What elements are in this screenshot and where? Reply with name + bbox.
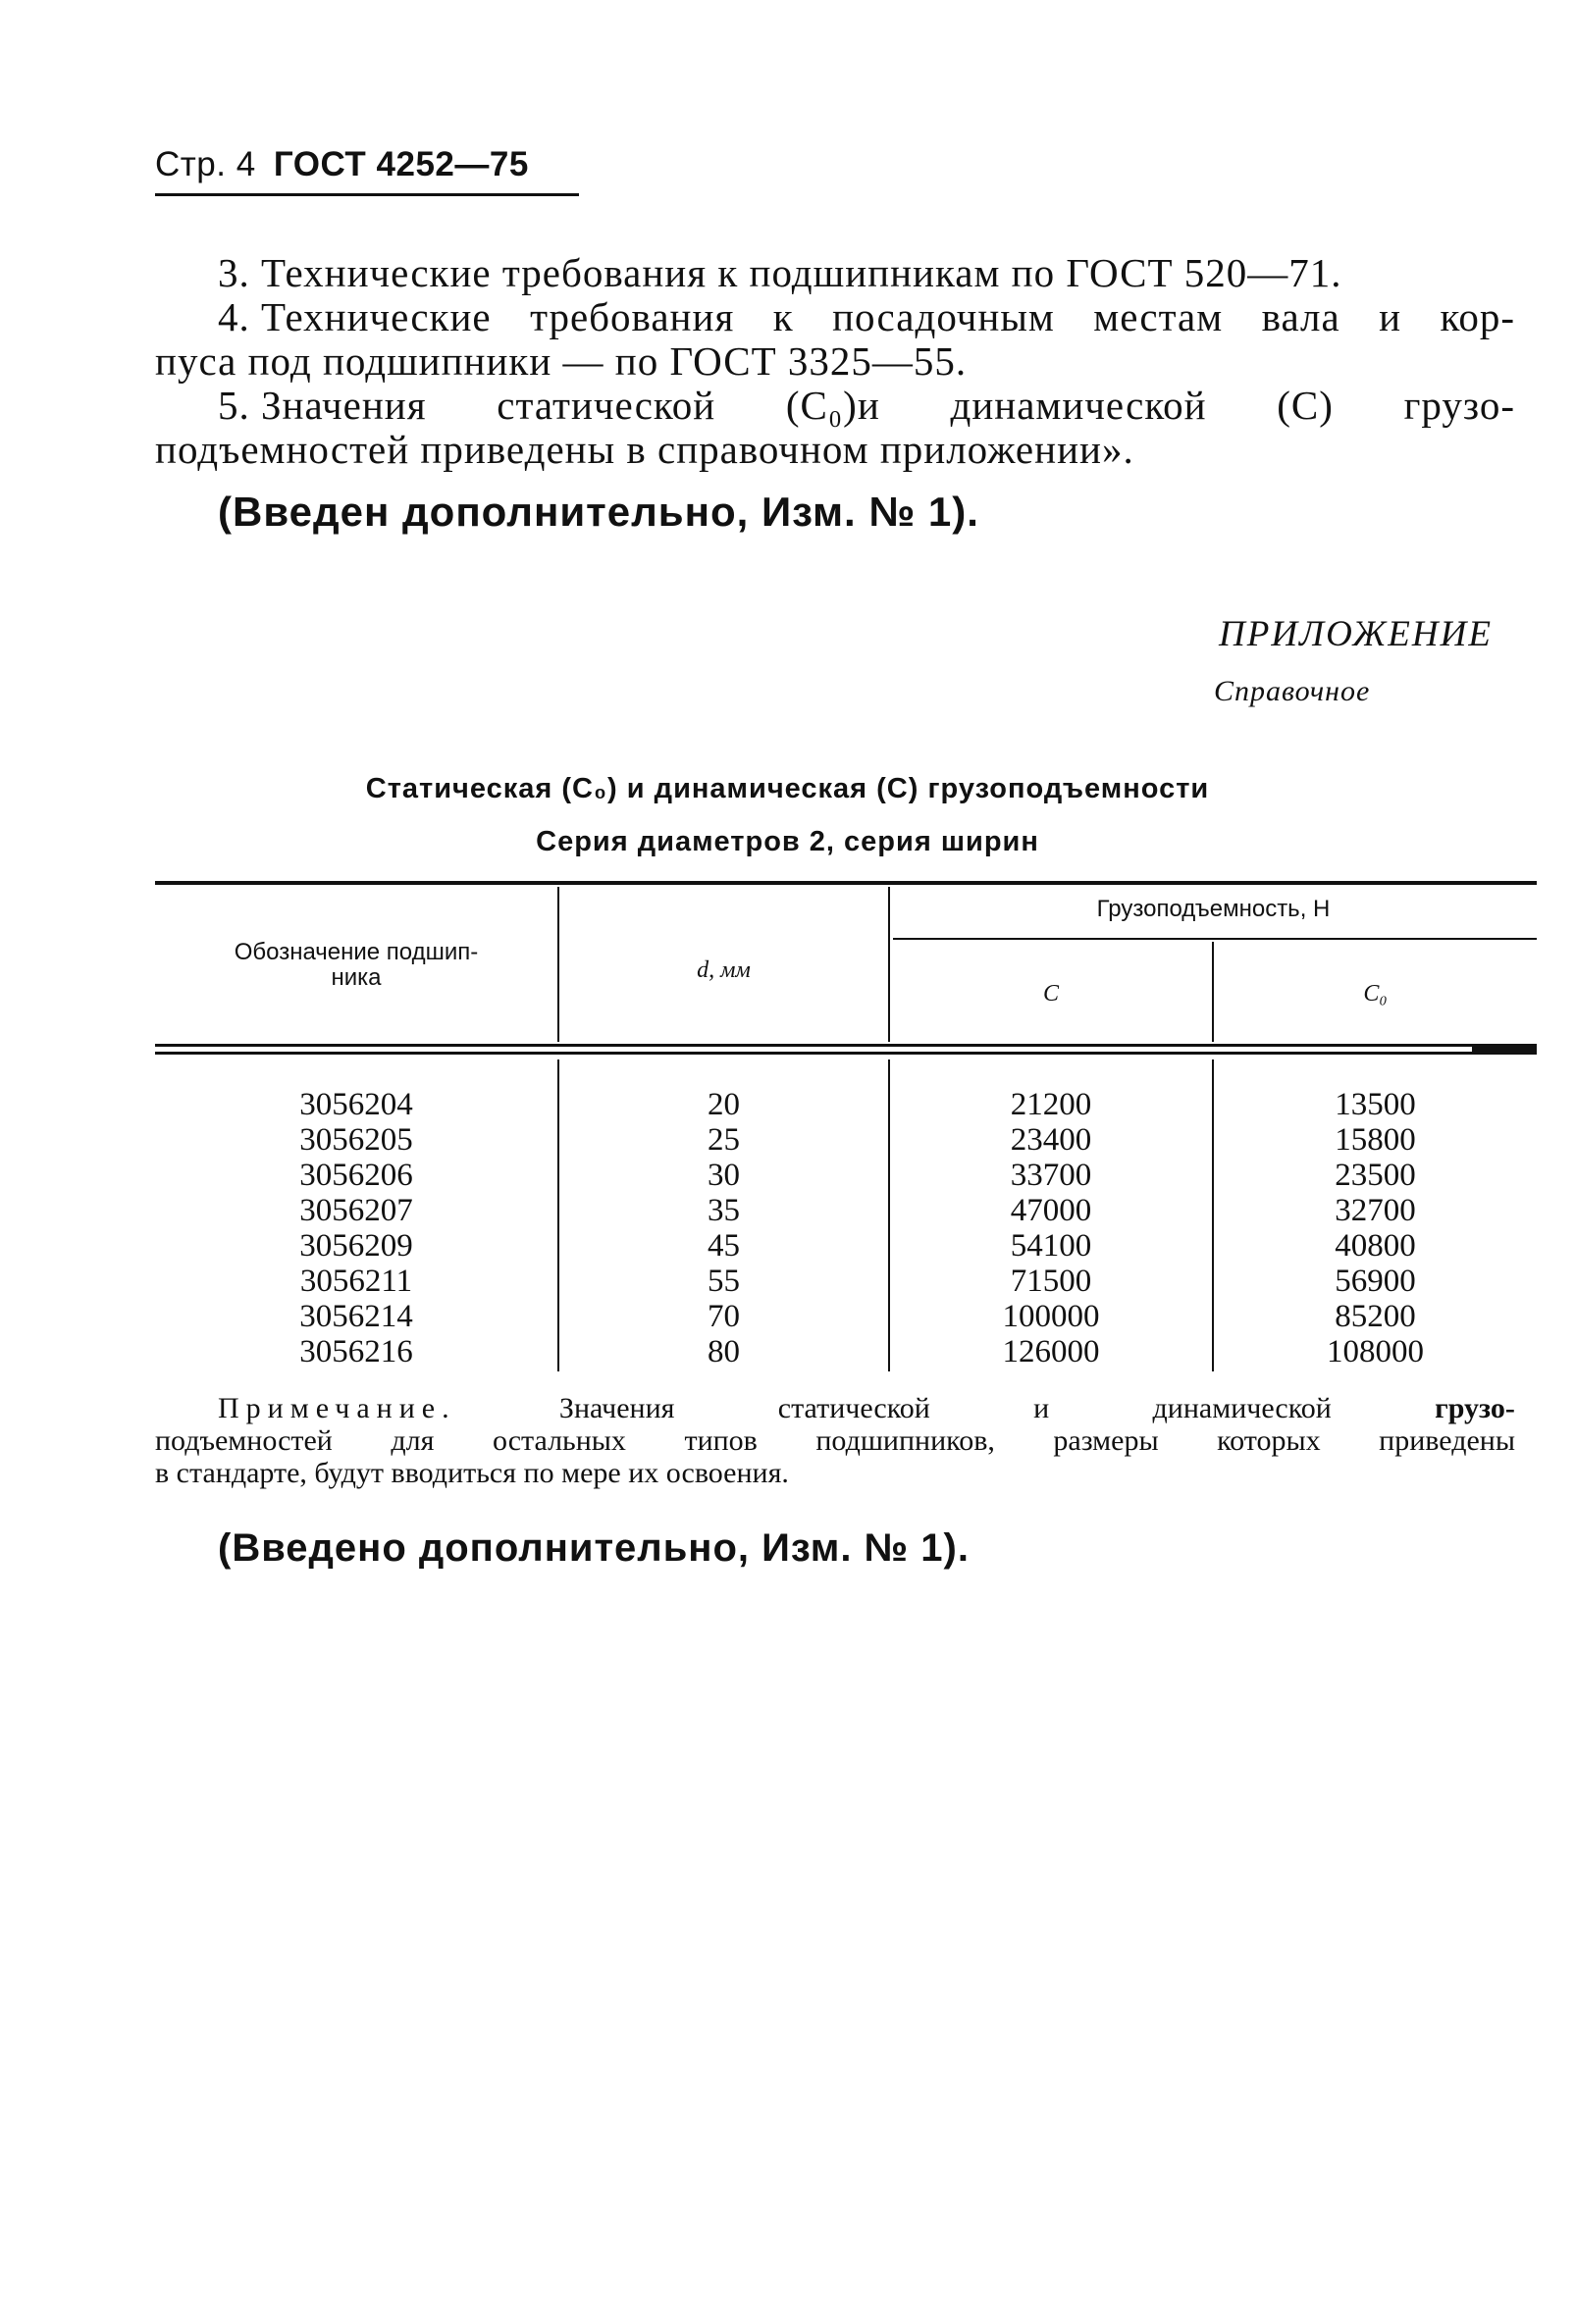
word: грузо-	[1435, 1392, 1515, 1424]
word: динамической	[1152, 1392, 1332, 1424]
word: статической	[497, 383, 716, 428]
table-header-rule-2	[155, 1052, 1537, 1055]
header-c	[890, 981, 1212, 1007]
cell-designation: 3056216	[299, 1334, 413, 1369]
word: 4. Технические	[218, 294, 492, 339]
table-header-rule-1	[155, 1044, 1537, 1047]
cell-c: 33700	[1010, 1158, 1092, 1193]
cell-c: 126000	[1002, 1334, 1100, 1369]
note-line-2: подъемностей для остальных типов подшипников, размеры которых приведены	[155, 1424, 1515, 1457]
item-4-line-2: пуса под подшипники — по ГОСТ 3325—55.	[155, 338, 968, 384]
header-designation	[155, 940, 557, 991]
word: и	[1379, 294, 1402, 339]
word: посадочным	[832, 294, 1055, 339]
cell-d: 45	[708, 1228, 740, 1264]
column-c	[890, 1087, 1212, 1369]
word: кор-	[1440, 294, 1515, 339]
cell-designation: 3056207	[299, 1193, 413, 1228]
cell-c: 71500	[1010, 1264, 1092, 1299]
note-line-3: в стандарте, будут вводиться по мере их освоения.	[155, 1457, 789, 1489]
cell-c0: 23500	[1335, 1158, 1416, 1193]
cell-c0: 40800	[1335, 1228, 1416, 1264]
appendix-title: ПРИЛОЖЕНИЕ	[1219, 614, 1493, 654]
table-caption: Статическая (C₀) и динамическая (C) грузоподъемности	[365, 773, 1210, 804]
cell-c: 54100	[1010, 1228, 1092, 1264]
cell-c: 47000	[1010, 1193, 1092, 1228]
column-c0	[1214, 1087, 1537, 1369]
note-line-1	[218, 1393, 1515, 1424]
table-subheader-rule	[893, 938, 1537, 940]
cell-designation: 3056209	[299, 1228, 413, 1264]
word: грузо-	[1403, 383, 1515, 428]
header-c-label: C	[1042, 981, 1059, 1007]
header-designation-line-2: ника	[331, 964, 382, 991]
header-rule	[155, 193, 579, 196]
header-c0-label: C₀	[1363, 981, 1388, 1007]
item-5-line-2: подъемностей приведены в справочном приложении».	[155, 427, 1134, 472]
item-5-line-1	[218, 383, 1515, 428]
word: 5. Значения	[218, 383, 427, 428]
cell-c: 100000	[1002, 1299, 1100, 1334]
word: (C)	[1277, 383, 1334, 428]
header-c0	[1214, 981, 1537, 1007]
table-top-rule	[155, 881, 1537, 885]
cell-designation: 3056205	[299, 1122, 413, 1158]
cell-designation: 3056214	[299, 1299, 413, 1334]
cell-d: 35	[708, 1193, 740, 1228]
word: требования	[530, 294, 735, 339]
cell-c0: 13500	[1335, 1087, 1416, 1122]
word: динамической	[950, 383, 1207, 428]
header-d-label: d, мм	[697, 957, 751, 983]
word: (C₀)и	[785, 383, 880, 428]
cell-d: 80	[708, 1334, 740, 1369]
header-capacity: Грузоподъемность, H	[1096, 896, 1331, 922]
amendment-note-1: (Введен дополнительно, Изм. № 1).	[218, 489, 979, 535]
cell-c0: 15800	[1335, 1122, 1416, 1158]
column-d	[559, 1087, 888, 1369]
cell-designation: 3056204	[299, 1087, 413, 1122]
cell-d: 30	[708, 1158, 740, 1193]
table-rule-mark	[1472, 1046, 1537, 1055]
cell-c0: 56900	[1335, 1264, 1416, 1299]
table-subcaption: Серия диаметров 2, серия ширин	[536, 826, 1039, 857]
word: и	[1033, 1392, 1050, 1424]
cell-c0: 32700	[1335, 1193, 1416, 1228]
cell-d: 55	[708, 1264, 740, 1299]
amendment-note-2: (Введено дополнительно, Изм. № 1).	[218, 1526, 970, 1570]
header-d	[559, 957, 888, 983]
cell-c: 21200	[1010, 1087, 1092, 1122]
gost-number: ГОСТ 4252—75	[273, 145, 529, 183]
word: Значения	[558, 1392, 675, 1424]
word: статической	[777, 1392, 930, 1424]
page-number: Стр. 4	[155, 145, 256, 183]
cell-c0: 85200	[1335, 1299, 1416, 1334]
page-header	[155, 145, 529, 184]
item-3: 3. Технические требования к подшипникам по ГОСТ 520—71.	[218, 250, 1342, 295]
word: к	[772, 294, 794, 339]
cell-c0: 108000	[1327, 1334, 1424, 1369]
cell-d: 70	[708, 1299, 740, 1334]
word: вала	[1261, 294, 1340, 339]
cell-d: 25	[708, 1122, 740, 1158]
column-designation	[155, 1087, 557, 1369]
cell-designation: 3056211	[299, 1264, 413, 1299]
appendix-subtitle: Справочное	[1214, 675, 1371, 707]
cell-c: 23400	[1010, 1122, 1092, 1158]
word: местам	[1093, 294, 1224, 339]
header-designation-line-1: Обозначение подшип-	[234, 939, 479, 965]
item-4-line-1	[218, 294, 1515, 339]
note-label: Примечание.	[218, 1392, 456, 1424]
cell-d: 20	[708, 1087, 740, 1122]
cell-designation: 3056206	[299, 1158, 413, 1193]
